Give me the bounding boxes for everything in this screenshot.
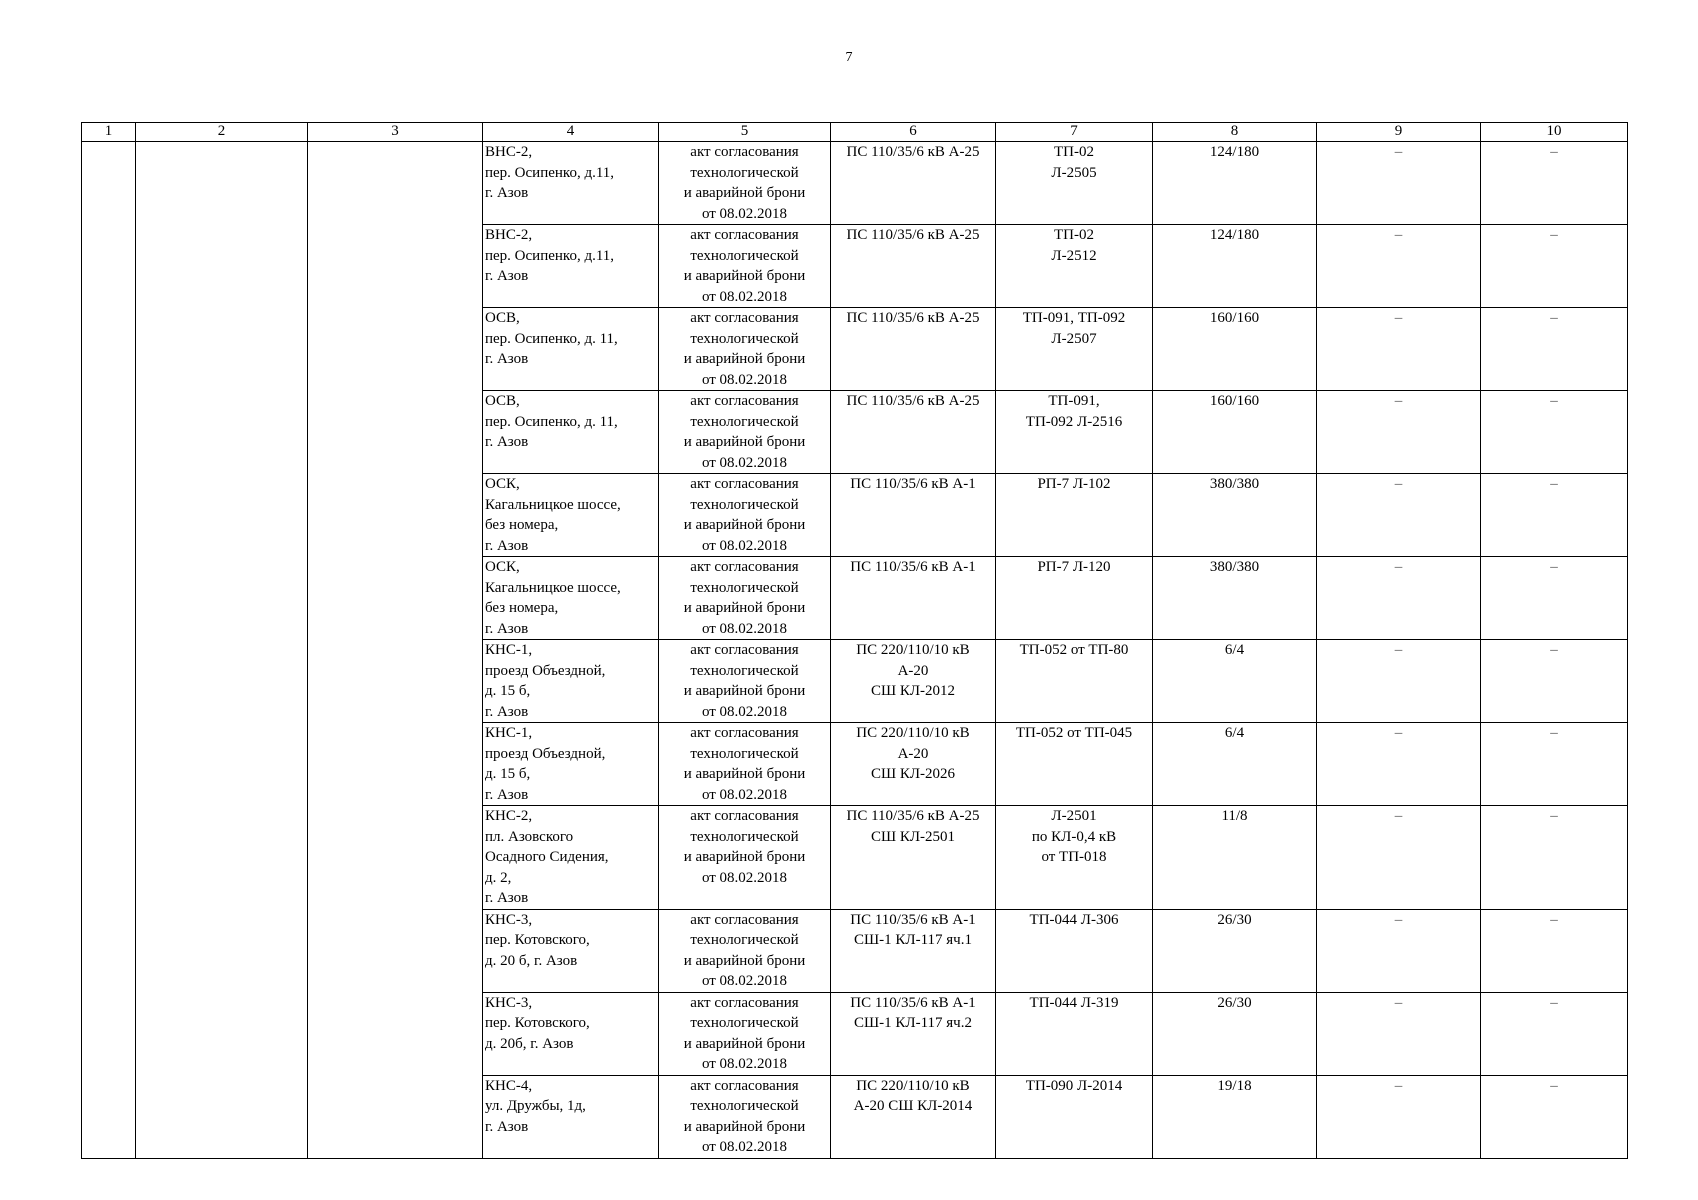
merged-empty-cell	[82, 142, 136, 1159]
merged-empty-cell	[308, 142, 483, 1159]
cell-col-4: КНС-1, проезд Объездной, д. 15 б, г. Азов	[483, 723, 659, 806]
cell-col-5: акт согласования технологической и аварийной брони от 08.02.2018	[659, 723, 831, 806]
cell-col-4: ВНС-2, пер. Осипенко, д.11, г. Азов	[483, 142, 659, 225]
cell-col-8: 11/8	[1153, 806, 1317, 910]
cell-col-7: ТП-044 Л-306	[996, 909, 1153, 992]
cell-col-4: ОСВ, пер. Осипенко, д. 11, г. Азов	[483, 391, 659, 474]
header-cell: 1	[82, 123, 136, 142]
header-cell: 7	[996, 123, 1153, 142]
cell-col-9: –	[1317, 909, 1481, 992]
cell-col-5: акт согласования технологической и аварийной брони от 08.02.2018	[659, 391, 831, 474]
cell-col-6: ПС 110/35/6 кВ А-1 СШ-1 КЛ-117 яч.1	[831, 909, 996, 992]
cell-col-6: ПС 110/35/6 кВ А-25	[831, 142, 996, 225]
cell-col-5: акт согласования технологической и аварийной брони от 08.02.2018	[659, 640, 831, 723]
cell-col-7: РП-7 Л-120	[996, 557, 1153, 640]
cell-col-7: ТП-052 от ТП-045	[996, 723, 1153, 806]
cell-col-5: акт согласования технологической и аварийной брони от 08.02.2018	[659, 992, 831, 1075]
cell-col-8: 160/160	[1153, 391, 1317, 474]
cell-col-7: ТП-02 Л-2505	[996, 142, 1153, 225]
cell-col-10: –	[1481, 723, 1628, 806]
cell-col-4: ВНС-2, пер. Осипенко, д.11, г. Азов	[483, 225, 659, 308]
cell-col-5: акт согласования технологической и аварийной брони от 08.02.2018	[659, 557, 831, 640]
header-row	[82, 123, 1628, 142]
cell-col-7: ТП-044 Л-319	[996, 992, 1153, 1075]
cell-col-10: –	[1481, 1075, 1628, 1158]
header-cell: 4	[483, 123, 659, 142]
header-cell: 6	[831, 123, 996, 142]
cell-col-8: 124/180	[1153, 142, 1317, 225]
cell-col-8: 124/180	[1153, 225, 1317, 308]
cell-col-10: –	[1481, 806, 1628, 910]
header-cell: 8	[1153, 123, 1317, 142]
cell-col-5: акт согласования технологической и аварийной брони от 08.02.2018	[659, 806, 831, 910]
cell-col-4: КНС-4, ул. Дружбы, 1д, г. Азов	[483, 1075, 659, 1158]
cell-col-4: КНС-1, проезд Объездной, д. 15 б, г. Азов	[483, 640, 659, 723]
header-cell: 3	[308, 123, 483, 142]
cell-col-6: ПС 220/110/10 кВ А-20 СШ КЛ-2012	[831, 640, 996, 723]
cell-col-10: –	[1481, 474, 1628, 557]
cell-col-5: акт согласования технологической и аварийной брони от 08.02.2018	[659, 225, 831, 308]
cell-col-9: –	[1317, 142, 1481, 225]
cell-col-4: КНС-3, пер. Котовского, д. 20б, г. Азов	[483, 992, 659, 1075]
cell-col-10: –	[1481, 640, 1628, 723]
cell-col-7: РП-7 Л-102	[996, 474, 1153, 557]
cell-col-4: ОСК, Кагальницкое шоссе, без номера, г. Азов	[483, 474, 659, 557]
cell-col-8: 380/380	[1153, 474, 1317, 557]
cell-col-5: акт согласования технологической и аварийной брони от 08.02.2018	[659, 909, 831, 992]
cell-col-10: –	[1481, 909, 1628, 992]
header-cell: 9	[1317, 123, 1481, 142]
cell-col-4: ОСК, Кагальницкое шоссе, без номера, г. Азов	[483, 557, 659, 640]
cell-col-5: акт согласования технологической и аварийной брони от 08.02.2018	[659, 308, 831, 391]
cell-col-8: 6/4	[1153, 640, 1317, 723]
table-row	[82, 142, 1628, 225]
cell-col-7: ТП-052 от ТП-80	[996, 640, 1153, 723]
data-table	[81, 122, 1628, 1159]
header-cell: 2	[136, 123, 308, 142]
cell-col-8: 19/18	[1153, 1075, 1317, 1158]
cell-col-10: –	[1481, 225, 1628, 308]
cell-col-9: –	[1317, 640, 1481, 723]
cell-col-7: ТП-090 Л-2014	[996, 1075, 1153, 1158]
cell-col-10: –	[1481, 308, 1628, 391]
cell-col-9: –	[1317, 225, 1481, 308]
cell-col-6: ПС 110/35/6 кВ А-1 СШ-1 КЛ-117 яч.2	[831, 992, 996, 1075]
cell-col-4: КНС-3, пер. Котовского, д. 20 б, г. Азов	[483, 909, 659, 992]
cell-col-10: –	[1481, 391, 1628, 474]
cell-col-9: –	[1317, 557, 1481, 640]
cell-col-6: ПС 110/35/6 кВ А-25 СШ КЛ-2501	[831, 806, 996, 910]
cell-col-4: ОСВ, пер. Осипенко, д. 11, г. Азов	[483, 308, 659, 391]
cell-col-10: –	[1481, 142, 1628, 225]
cell-col-8: 380/380	[1153, 557, 1317, 640]
cell-col-7: ТП-091, ТП-092 Л-2516	[996, 391, 1153, 474]
cell-col-4: КНС-2, пл. Азовского Осадного Сидения, д. 2, г. Азов	[483, 806, 659, 910]
cell-col-9: –	[1317, 806, 1481, 910]
cell-col-9: –	[1317, 992, 1481, 1075]
cell-col-9: –	[1317, 474, 1481, 557]
cell-col-5: акт согласования технологической и аварийной брони от 08.02.2018	[659, 474, 831, 557]
cell-col-6: ПС 220/110/10 кВ А-20 СШ КЛ-2026	[831, 723, 996, 806]
cell-col-6: ПС 110/35/6 кВ А-1	[831, 474, 996, 557]
cell-col-6: ПС 110/35/6 кВ А-25	[831, 391, 996, 474]
cell-col-7: ТП-02 Л-2512	[996, 225, 1153, 308]
header-cell: 5	[659, 123, 831, 142]
merged-empty-cell	[136, 142, 308, 1159]
page-number: 7	[845, 50, 853, 65]
cell-col-6: ПС 110/35/6 кВ А-25	[831, 225, 996, 308]
cell-col-5: акт согласования технологической и аварийной брони от 08.02.2018	[659, 1075, 831, 1158]
cell-col-6: ПС 110/35/6 кВ А-25	[831, 308, 996, 391]
cell-col-6: ПС 110/35/6 кВ А-1	[831, 557, 996, 640]
cell-col-9: –	[1317, 391, 1481, 474]
cell-col-8: 26/30	[1153, 909, 1317, 992]
cell-col-6: ПС 220/110/10 кВ А-20 СШ КЛ-2014	[831, 1075, 996, 1158]
cell-col-5: акт согласования технологической и аварийной брони от 08.02.2018	[659, 142, 831, 225]
cell-col-8: 26/30	[1153, 992, 1317, 1075]
cell-col-9: –	[1317, 1075, 1481, 1158]
cell-col-9: –	[1317, 723, 1481, 806]
cell-col-9: –	[1317, 308, 1481, 391]
cell-col-8: 6/4	[1153, 723, 1317, 806]
header-cell: 10	[1481, 123, 1628, 142]
cell-col-7: Л-2501 по КЛ-0,4 кВ от ТП-018	[996, 806, 1153, 910]
cell-col-10: –	[1481, 557, 1628, 640]
cell-col-7: ТП-091, ТП-092 Л-2507	[996, 308, 1153, 391]
cell-col-10: –	[1481, 992, 1628, 1075]
cell-col-8: 160/160	[1153, 308, 1317, 391]
